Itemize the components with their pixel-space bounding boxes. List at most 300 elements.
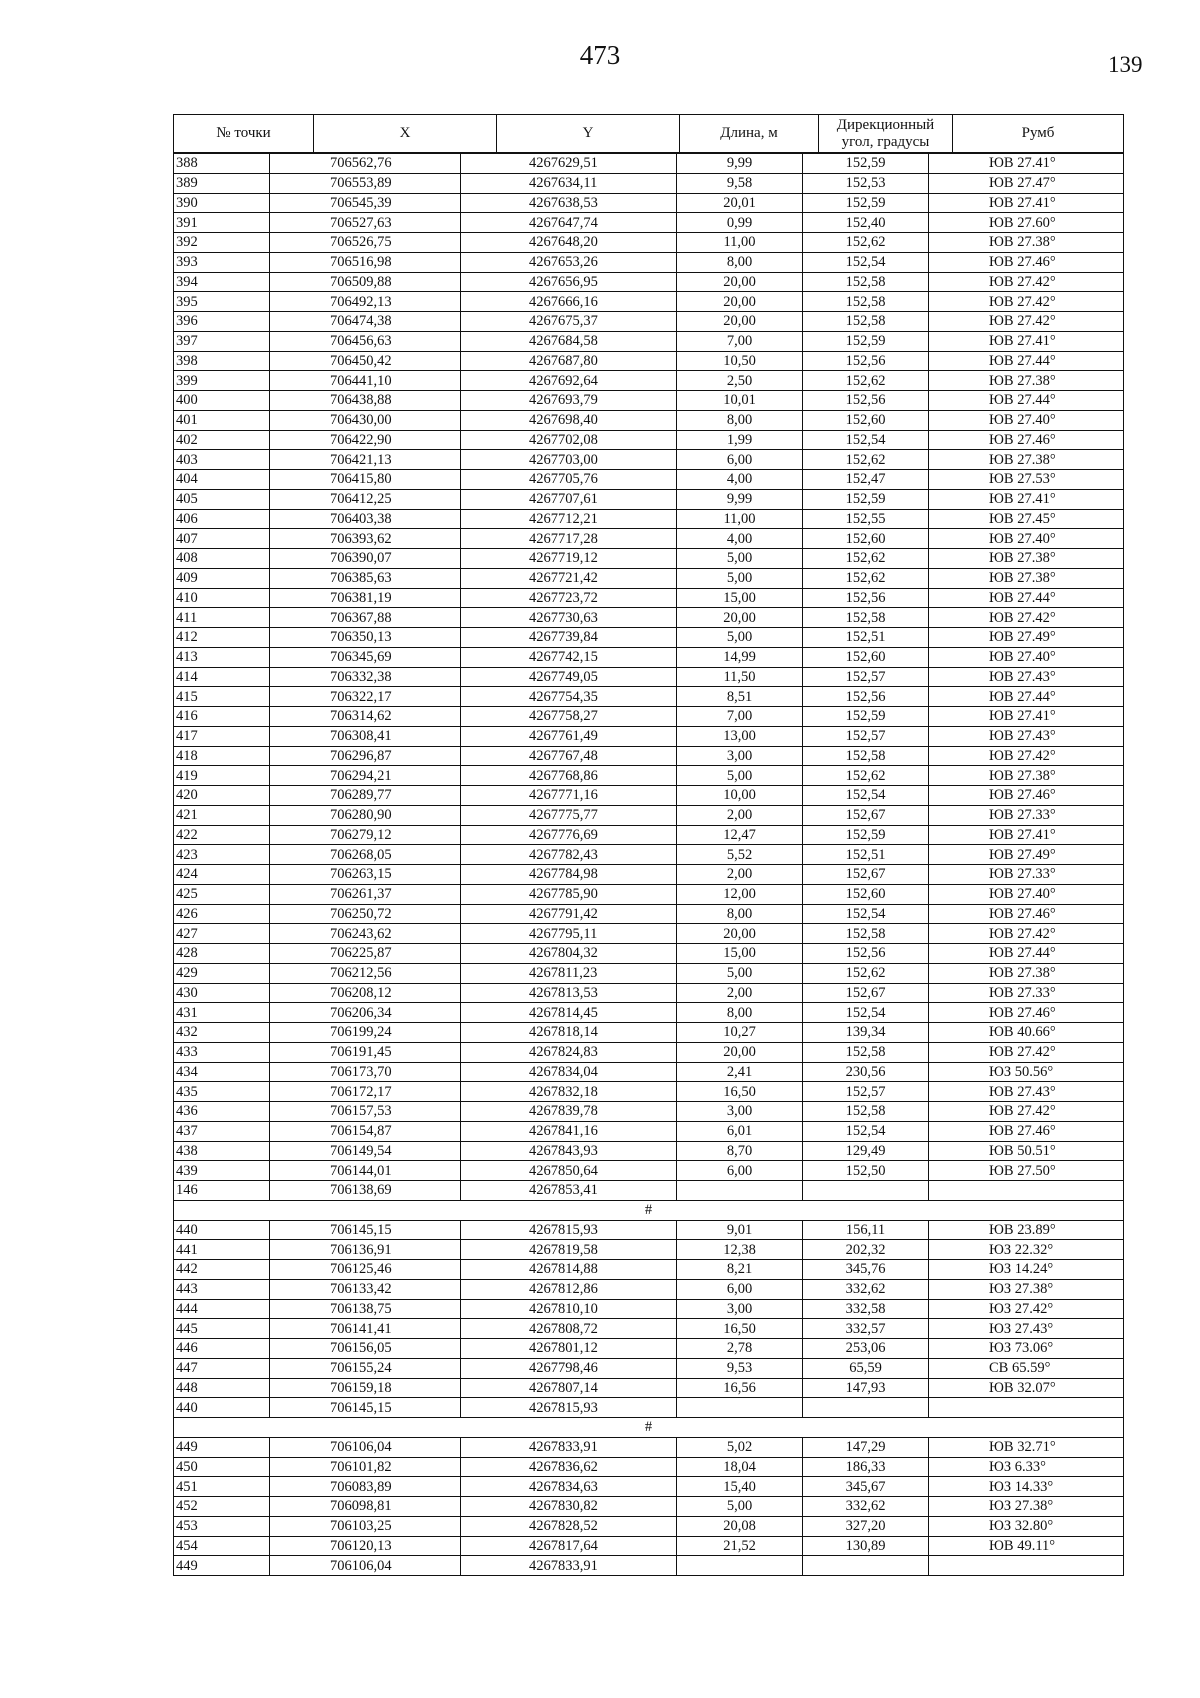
cell-length: 5,00 xyxy=(677,766,803,786)
cell-length: 5,00 xyxy=(677,549,803,569)
cell-point-number: 438 xyxy=(174,1141,270,1161)
cell-point-number: 414 xyxy=(174,667,270,687)
cell-bearing: ЮВ 40.66° xyxy=(929,1023,1124,1043)
cell-point-number: 404 xyxy=(174,470,270,490)
cell-y-coordinate: 4267707,61 xyxy=(461,489,677,509)
cell-x-coordinate: 706263,15 xyxy=(270,865,461,885)
cell-point-number: 146 xyxy=(174,1181,270,1201)
cell-bearing: ЮВ 27.42° xyxy=(929,746,1124,766)
table-row xyxy=(174,1516,1124,1536)
cell-point-number: 394 xyxy=(174,272,270,292)
cell-y-coordinate: 4267705,76 xyxy=(461,470,677,490)
table-row xyxy=(174,1220,1124,1240)
cell-y-coordinate: 4267815,93 xyxy=(461,1398,677,1418)
cell-length: 9,58 xyxy=(677,173,803,193)
cell-direction-angle: 152,59 xyxy=(803,331,929,351)
cell-length: 8,70 xyxy=(677,1141,803,1161)
cell-direction-angle: 327,20 xyxy=(803,1516,929,1536)
table-row xyxy=(174,1556,1124,1576)
cell-x-coordinate: 706421,13 xyxy=(270,450,461,470)
cell-y-coordinate: 4267761,49 xyxy=(461,726,677,746)
cell-bearing: ЮВ 27.38° xyxy=(929,568,1124,588)
cell-x-coordinate: 706280,90 xyxy=(270,805,461,825)
cell-direction-angle: 152,47 xyxy=(803,470,929,490)
cell-bearing: ЮВ 27.38° xyxy=(929,371,1124,391)
table-row xyxy=(174,549,1124,569)
cell-y-coordinate: 4267687,80 xyxy=(461,351,677,371)
cell-bearing: ЮВ 27.44° xyxy=(929,944,1124,964)
table-row xyxy=(174,944,1124,964)
cell-x-coordinate: 706492,13 xyxy=(270,292,461,312)
cell-direction-angle: 152,58 xyxy=(803,746,929,766)
cell-length: 2,00 xyxy=(677,865,803,885)
cell-bearing: ЮЗ 6.33° xyxy=(929,1457,1124,1477)
cell-direction-angle: 152,62 xyxy=(803,568,929,588)
cell-y-coordinate: 4267853,41 xyxy=(461,1181,677,1201)
table-row xyxy=(174,1497,1124,1517)
table-row xyxy=(174,1378,1124,1398)
table-row xyxy=(174,252,1124,272)
cell-length: 2,50 xyxy=(677,371,803,391)
cell-y-coordinate: 4267798,46 xyxy=(461,1358,677,1378)
cell-direction-angle: 152,60 xyxy=(803,529,929,549)
cell-bearing: ЮВ 27.50° xyxy=(929,1161,1124,1181)
cell-length: 5,02 xyxy=(677,1437,803,1457)
cell-point-number: 446 xyxy=(174,1339,270,1359)
cell-y-coordinate: 4267702,08 xyxy=(461,430,677,450)
cell-length: 10,00 xyxy=(677,786,803,806)
cell-y-coordinate: 4267692,64 xyxy=(461,371,677,391)
cell-y-coordinate: 4267666,16 xyxy=(461,292,677,312)
cell-direction-angle: 152,67 xyxy=(803,865,929,885)
cell-bearing: ЮЗ 22.32° xyxy=(929,1240,1124,1260)
cell-direction-angle: 152,62 xyxy=(803,371,929,391)
cell-direction-angle: 152,59 xyxy=(803,193,929,213)
cell-bearing: ЮВ 27.42° xyxy=(929,292,1124,312)
cell-point-number: 403 xyxy=(174,450,270,470)
cell-y-coordinate: 4267830,82 xyxy=(461,1497,677,1517)
cell-y-coordinate: 4267834,04 xyxy=(461,1062,677,1082)
cell-direction-angle: 152,40 xyxy=(803,213,929,233)
table-row xyxy=(174,1339,1124,1359)
cell-y-coordinate: 4267638,53 xyxy=(461,193,677,213)
cell-length: 16,50 xyxy=(677,1319,803,1339)
cell-direction-angle: 186,33 xyxy=(803,1457,929,1477)
cell-x-coordinate: 706314,62 xyxy=(270,707,461,727)
table-row xyxy=(174,825,1124,845)
cell-y-coordinate: 4267810,10 xyxy=(461,1299,677,1319)
cell-x-coordinate: 706125,46 xyxy=(270,1260,461,1280)
cell-point-number: 441 xyxy=(174,1240,270,1260)
cell-length: 20,00 xyxy=(677,608,803,628)
cell-point-number: 399 xyxy=(174,371,270,391)
cell-direction-angle: 152,60 xyxy=(803,647,929,667)
cell-bearing: ЮВ 27.33° xyxy=(929,865,1124,885)
table-row xyxy=(174,1299,1124,1319)
cell-length: 8,51 xyxy=(677,687,803,707)
cell-length: 11,50 xyxy=(677,667,803,687)
cell-length: 8,00 xyxy=(677,410,803,430)
cell-length: 12,47 xyxy=(677,825,803,845)
cell-bearing: ЮВ 27.53° xyxy=(929,470,1124,490)
cell-x-coordinate: 706106,04 xyxy=(270,1556,461,1576)
table-row xyxy=(174,1477,1124,1497)
table-row xyxy=(174,233,1124,253)
cell-bearing: ЮВ 27.46° xyxy=(929,1003,1124,1023)
cell-x-coordinate: 706191,45 xyxy=(270,1042,461,1062)
table-row xyxy=(174,588,1124,608)
cell-x-coordinate: 706438,88 xyxy=(270,391,461,411)
cell-x-coordinate: 706450,42 xyxy=(270,351,461,371)
cell-bearing xyxy=(929,1398,1124,1418)
cell-x-coordinate: 706225,87 xyxy=(270,944,461,964)
cell-y-coordinate: 4267824,83 xyxy=(461,1042,677,1062)
table-row xyxy=(174,924,1124,944)
cell-length: 21,52 xyxy=(677,1536,803,1556)
cell-point-number: 422 xyxy=(174,825,270,845)
cell-y-coordinate: 4267742,15 xyxy=(461,647,677,667)
cell-bearing: ЮВ 27.40° xyxy=(929,529,1124,549)
cell-bearing: ЮВ 27.46° xyxy=(929,904,1124,924)
cell-length: 4,00 xyxy=(677,470,803,490)
cell-direction-angle: 152,54 xyxy=(803,786,929,806)
cell-point-number: 432 xyxy=(174,1023,270,1043)
cell-y-coordinate: 4267629,51 xyxy=(461,154,677,174)
table-row xyxy=(174,805,1124,825)
cell-length xyxy=(677,1181,803,1201)
cell-point-number: 398 xyxy=(174,351,270,371)
cell-y-coordinate: 4267782,43 xyxy=(461,845,677,865)
cell-point-number: 427 xyxy=(174,924,270,944)
cell-point-number: 392 xyxy=(174,233,270,253)
cell-point-number: 435 xyxy=(174,1082,270,1102)
cell-point-number: 405 xyxy=(174,489,270,509)
table-row xyxy=(174,1319,1124,1339)
coordinates-table-header xyxy=(173,114,1124,153)
cell-y-coordinate: 4267717,28 xyxy=(461,529,677,549)
coordinates-table-body xyxy=(174,154,1124,1576)
cell-x-coordinate: 706289,77 xyxy=(270,786,461,806)
cell-point-number: 450 xyxy=(174,1457,270,1477)
cell-y-coordinate: 4267850,64 xyxy=(461,1161,677,1181)
cell-bearing: ЮВ 23.89° xyxy=(929,1220,1124,1240)
table-row xyxy=(174,509,1124,529)
cell-bearing xyxy=(929,1181,1124,1201)
cell-length: 7,00 xyxy=(677,707,803,727)
cell-y-coordinate: 4267808,72 xyxy=(461,1319,677,1339)
table-row xyxy=(174,1437,1124,1457)
cell-y-coordinate: 4267814,45 xyxy=(461,1003,677,1023)
header-length: Длина, м xyxy=(680,115,819,153)
cell-point-number: 445 xyxy=(174,1319,270,1339)
cell-length: 11,00 xyxy=(677,509,803,529)
table-row xyxy=(174,391,1124,411)
table-row xyxy=(174,292,1124,312)
header-row xyxy=(174,115,1124,153)
cell-y-coordinate: 4267693,79 xyxy=(461,391,677,411)
cell-y-coordinate: 4267648,20 xyxy=(461,233,677,253)
cell-bearing: ЮВ 27.44° xyxy=(929,687,1124,707)
cell-point-number: 412 xyxy=(174,628,270,648)
cell-direction-angle: 332,62 xyxy=(803,1497,929,1517)
cell-x-coordinate: 706261,37 xyxy=(270,884,461,904)
cell-x-coordinate: 706212,56 xyxy=(270,963,461,983)
cell-y-coordinate: 4267730,63 xyxy=(461,608,677,628)
cell-x-coordinate: 706144,01 xyxy=(270,1161,461,1181)
cell-direction-angle: 152,58 xyxy=(803,272,929,292)
table-row xyxy=(174,1358,1124,1378)
cell-point-number: 416 xyxy=(174,707,270,727)
cell-point-number: 454 xyxy=(174,1536,270,1556)
cell-length: 18,04 xyxy=(677,1457,803,1477)
cell-point-number: 434 xyxy=(174,1062,270,1082)
cell-bearing: ЮВ 27.43° xyxy=(929,667,1124,687)
cell-point-number: 443 xyxy=(174,1279,270,1299)
cell-x-coordinate: 706545,39 xyxy=(270,193,461,213)
table-row xyxy=(174,707,1124,727)
cell-direction-angle: 152,59 xyxy=(803,825,929,845)
cell-y-coordinate: 4267723,72 xyxy=(461,588,677,608)
cell-length: 9,01 xyxy=(677,1220,803,1240)
table-row xyxy=(174,568,1124,588)
cell-direction-angle: 152,67 xyxy=(803,983,929,1003)
cell-length: 2,00 xyxy=(677,805,803,825)
cell-length: 2,00 xyxy=(677,983,803,1003)
cell-x-coordinate: 706157,53 xyxy=(270,1102,461,1122)
cell-x-coordinate: 706136,91 xyxy=(270,1240,461,1260)
cell-length: 10,50 xyxy=(677,351,803,371)
cell-y-coordinate: 4267768,86 xyxy=(461,766,677,786)
cell-x-coordinate: 706083,89 xyxy=(270,1477,461,1497)
cell-y-coordinate: 4267653,26 xyxy=(461,252,677,272)
cell-bearing: ЮВ 27.41° xyxy=(929,331,1124,351)
cell-bearing: ЮВ 27.44° xyxy=(929,351,1124,371)
cell-x-coordinate: 706308,41 xyxy=(270,726,461,746)
cell-point-number: 429 xyxy=(174,963,270,983)
cell-x-coordinate: 706098,81 xyxy=(270,1497,461,1517)
cell-y-coordinate: 4267719,12 xyxy=(461,549,677,569)
cell-x-coordinate: 706101,82 xyxy=(270,1457,461,1477)
table-row xyxy=(174,371,1124,391)
cell-bearing: ЮВ 27.60° xyxy=(929,213,1124,233)
table-row xyxy=(174,884,1124,904)
cell-length: 5,52 xyxy=(677,845,803,865)
table-row xyxy=(174,687,1124,707)
cell-x-coordinate: 706206,34 xyxy=(270,1003,461,1023)
cell-bearing: ЮЗ 73.06° xyxy=(929,1339,1124,1359)
table-row xyxy=(174,865,1124,885)
cell-direction-angle: 152,54 xyxy=(803,1121,929,1141)
cell-point-number: 425 xyxy=(174,884,270,904)
cell-point-number: 437 xyxy=(174,1121,270,1141)
cell-y-coordinate: 4267647,74 xyxy=(461,213,677,233)
cell-x-coordinate: 706250,72 xyxy=(270,904,461,924)
table-row xyxy=(174,1003,1124,1023)
cell-length: 3,00 xyxy=(677,1102,803,1122)
table-row xyxy=(174,667,1124,687)
cell-x-coordinate: 706145,15 xyxy=(270,1398,461,1418)
table-row xyxy=(174,312,1124,332)
cell-y-coordinate: 4267785,90 xyxy=(461,884,677,904)
cell-bearing: ЮВ 27.42° xyxy=(929,1042,1124,1062)
cell-y-coordinate: 4267634,11 xyxy=(461,173,677,193)
cell-direction-angle: 152,55 xyxy=(803,509,929,529)
cell-direction-angle: 345,76 xyxy=(803,1260,929,1280)
cell-x-coordinate: 706553,89 xyxy=(270,173,461,193)
cell-y-coordinate: 4267758,27 xyxy=(461,707,677,727)
cell-x-coordinate: 706393,62 xyxy=(270,529,461,549)
cell-length: 20,00 xyxy=(677,1042,803,1062)
cell-y-coordinate: 4267833,91 xyxy=(461,1556,677,1576)
cell-direction-angle: 230,56 xyxy=(803,1062,929,1082)
cell-point-number: 433 xyxy=(174,1042,270,1062)
cell-direction-angle: 152,62 xyxy=(803,766,929,786)
cell-x-coordinate: 706456,63 xyxy=(270,331,461,351)
cell-y-coordinate: 4267675,37 xyxy=(461,312,677,332)
cell-bearing: ЮВ 32.71° xyxy=(929,1437,1124,1457)
cell-x-coordinate: 706120,13 xyxy=(270,1536,461,1556)
cell-length: 10,01 xyxy=(677,391,803,411)
cell-length: 6,01 xyxy=(677,1121,803,1141)
cell-y-coordinate: 4267771,16 xyxy=(461,786,677,806)
cell-length: 3,00 xyxy=(677,1299,803,1319)
cell-x-coordinate: 706133,42 xyxy=(270,1279,461,1299)
cell-y-coordinate: 4267815,93 xyxy=(461,1220,677,1240)
cell-point-number: 390 xyxy=(174,193,270,213)
table-row xyxy=(174,1121,1124,1141)
cell-point-number: 424 xyxy=(174,865,270,885)
cell-point-number: 417 xyxy=(174,726,270,746)
cell-y-coordinate: 4267698,40 xyxy=(461,410,677,430)
cell-length: 20,08 xyxy=(677,1516,803,1536)
cell-point-number: 393 xyxy=(174,252,270,272)
cell-y-coordinate: 4267807,14 xyxy=(461,1378,677,1398)
cell-direction-angle: 152,57 xyxy=(803,1082,929,1102)
table-row xyxy=(174,1240,1124,1260)
cell-x-coordinate: 706526,75 xyxy=(270,233,461,253)
cell-length xyxy=(677,1556,803,1576)
cell-length: 4,00 xyxy=(677,529,803,549)
cell-point-number: 397 xyxy=(174,331,270,351)
cell-x-coordinate: 706367,88 xyxy=(270,608,461,628)
cell-bearing: ЮЗ 27.38° xyxy=(929,1497,1124,1517)
table-row xyxy=(174,1536,1124,1556)
coordinates-table xyxy=(173,153,1124,1576)
cell-point-number: 449 xyxy=(174,1437,270,1457)
cell-bearing: ЮВ 27.40° xyxy=(929,410,1124,430)
table-row xyxy=(174,628,1124,648)
cell-length: 6,00 xyxy=(677,450,803,470)
cell-bearing: ЮВ 27.43° xyxy=(929,1082,1124,1102)
cell-x-coordinate: 706154,87 xyxy=(270,1121,461,1141)
cell-x-coordinate: 706345,69 xyxy=(270,647,461,667)
cell-y-coordinate: 4267703,00 xyxy=(461,450,677,470)
cell-point-number: 439 xyxy=(174,1161,270,1181)
cell-length: 8,00 xyxy=(677,1003,803,1023)
table-row xyxy=(174,430,1124,450)
cell-length: 8,00 xyxy=(677,252,803,272)
cell-direction-angle: 139,34 xyxy=(803,1023,929,1043)
cell-bearing: ЮЗ 50.56° xyxy=(929,1062,1124,1082)
cell-point-number: 440 xyxy=(174,1220,270,1240)
cell-y-coordinate: 4267836,62 xyxy=(461,1457,677,1477)
table-row xyxy=(174,1181,1124,1201)
cell-direction-angle: 332,62 xyxy=(803,1279,929,1299)
cell-bearing: ЮВ 27.41° xyxy=(929,707,1124,727)
cell-length: 14,99 xyxy=(677,647,803,667)
cell-y-coordinate: 4267721,42 xyxy=(461,568,677,588)
cell-length: 12,00 xyxy=(677,884,803,904)
cell-length: 10,27 xyxy=(677,1023,803,1043)
cell-x-coordinate: 706145,15 xyxy=(270,1220,461,1240)
cell-length: 6,00 xyxy=(677,1279,803,1299)
header-x: X xyxy=(314,115,497,153)
cell-bearing: ЮВ 27.44° xyxy=(929,588,1124,608)
table-row xyxy=(174,1062,1124,1082)
cell-direction-angle: 152,51 xyxy=(803,628,929,648)
cell-x-coordinate: 706268,05 xyxy=(270,845,461,865)
cell-bearing: ЮВ 27.42° xyxy=(929,312,1124,332)
cell-bearing: ЮВ 49.11° xyxy=(929,1536,1124,1556)
cell-length: 0,99 xyxy=(677,213,803,233)
cell-direction-angle: 152,58 xyxy=(803,1102,929,1122)
cell-point-number: 440 xyxy=(174,1398,270,1418)
cell-direction-angle: 345,67 xyxy=(803,1477,929,1497)
cell-length: 5,00 xyxy=(677,628,803,648)
table-row xyxy=(174,1398,1124,1418)
header-direction-angle: Дирекционный угол, градусы xyxy=(819,115,953,153)
cell-bearing: ЮЗ 27.43° xyxy=(929,1319,1124,1339)
cell-bearing: ЮВ 27.42° xyxy=(929,608,1124,628)
cell-length: 11,00 xyxy=(677,233,803,253)
cell-direction-angle: 152,59 xyxy=(803,707,929,727)
cell-direction-angle: 152,57 xyxy=(803,667,929,687)
cell-y-coordinate: 4267656,95 xyxy=(461,272,677,292)
cell-direction-angle: 152,58 xyxy=(803,1042,929,1062)
cell-length xyxy=(677,1398,803,1418)
cell-direction-angle: 130,89 xyxy=(803,1536,929,1556)
cell-length: 6,00 xyxy=(677,1161,803,1181)
cell-point-number: 396 xyxy=(174,312,270,332)
cell-length: 9,99 xyxy=(677,489,803,509)
cell-direction-angle: 152,59 xyxy=(803,154,929,174)
cell-point-number: 401 xyxy=(174,410,270,430)
cell-point-number: 430 xyxy=(174,983,270,1003)
table-row xyxy=(174,726,1124,746)
table-row xyxy=(174,904,1124,924)
cell-bearing: ЮВ 27.42° xyxy=(929,1102,1124,1122)
cell-length: 5,00 xyxy=(677,963,803,983)
table-row xyxy=(174,470,1124,490)
cell-direction-angle: 152,56 xyxy=(803,351,929,371)
table-row xyxy=(174,154,1124,174)
cell-x-coordinate: 706332,38 xyxy=(270,667,461,687)
cell-direction-angle: 152,67 xyxy=(803,805,929,825)
cell-x-coordinate: 706155,24 xyxy=(270,1358,461,1378)
cell-x-coordinate: 706138,75 xyxy=(270,1299,461,1319)
cell-y-coordinate: 4267684,58 xyxy=(461,331,677,351)
cell-length: 8,00 xyxy=(677,904,803,924)
cell-point-number: 402 xyxy=(174,430,270,450)
cell-direction-angle: 202,32 xyxy=(803,1240,929,1260)
cell-direction-angle: 152,60 xyxy=(803,884,929,904)
cell-x-coordinate: 706509,88 xyxy=(270,272,461,292)
cell-direction-angle: 152,54 xyxy=(803,1003,929,1023)
cell-x-coordinate: 706172,17 xyxy=(270,1082,461,1102)
cell-point-number: 449 xyxy=(174,1556,270,1576)
cell-x-coordinate: 706415,80 xyxy=(270,470,461,490)
table-row xyxy=(174,786,1124,806)
